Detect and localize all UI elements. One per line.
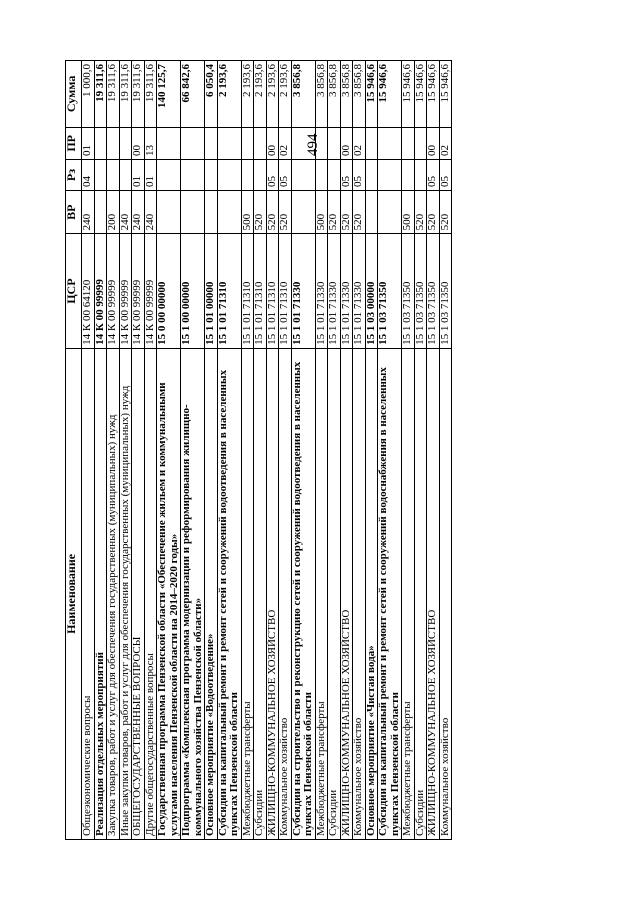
cell-rz <box>205 159 218 190</box>
cell-vr <box>365 191 378 234</box>
cell-sum: 15 946,6 <box>427 61 440 128</box>
cell-csr: 15 1 01 71330 <box>353 234 366 348</box>
cell-csr: 14 К 00 99999 <box>132 234 145 348</box>
cell-rz <box>328 159 341 190</box>
cell-name: Субсидии на капитальный ремонт и ремонт сетей и сооружений водоотведения в населенных пунктах Пензенской области <box>217 348 241 839</box>
cell-pr <box>241 127 254 159</box>
cell-pr <box>254 127 267 159</box>
table-row <box>378 61 402 840</box>
cell-pr <box>315 127 328 159</box>
header-vr: ВР <box>66 191 82 234</box>
cell-name: Субсидии <box>328 348 341 839</box>
cell-name: Иные закупки товаров, работ и услуг для обеспечения государственных (муниципальных) нужд <box>119 348 132 839</box>
cell-vr: 500 <box>315 191 328 234</box>
table-row <box>181 61 205 840</box>
table-row <box>365 61 378 840</box>
cell-sum: 3 856,8 <box>291 61 315 128</box>
cell-sum: 19 311,6 <box>94 61 107 128</box>
cell-name: Реализация отдельных мероприятий <box>94 348 107 839</box>
cell-name: Субсидии <box>414 348 427 839</box>
cell-name: Субсидии на строительство и реконструкцию сетей и сооружений водоотведения в населенных пунктах Пензенской области <box>291 348 315 839</box>
cell-sum: 6 050,4 <box>205 61 218 128</box>
cell-vr <box>291 191 315 234</box>
cell-sum: 3 856,8 <box>340 61 353 128</box>
cell-pr <box>328 127 341 159</box>
table-row <box>157 61 181 840</box>
cell-csr: 15 1 03 71350 <box>402 234 415 348</box>
cell-sum: 2 193,6 <box>279 61 292 128</box>
cell-rz <box>157 159 181 190</box>
cell-vr: 520 <box>266 191 279 234</box>
cell-rz <box>241 159 254 190</box>
cell-name: ЖИЛИЩНО-КОММУНАЛЬНОЕ ХОЗЯЙСТВО <box>427 348 440 839</box>
table-row <box>427 61 440 840</box>
cell-csr: 14 К 00 99999 <box>144 234 157 348</box>
cell-name: Государственная программа Пензенской области «Обеспечение жильем и коммунальными услугами населения Пензенской области на 2014–2020 годы» <box>157 348 181 839</box>
cell-vr <box>181 191 205 234</box>
cell-vr: 240 <box>82 191 95 234</box>
cell-rz: 05 <box>266 159 279 190</box>
cell-rz <box>291 159 315 190</box>
cell-sum: 19 311,6 <box>132 61 145 128</box>
cell-vr: 520 <box>279 191 292 234</box>
cell-name: Подпрограмма «Комплексная программа модернизации и реформирования жилищно-коммунального хозяйства Пензенской области» <box>181 348 205 839</box>
cell-rz: 01 <box>132 159 145 190</box>
cell-rz <box>315 159 328 190</box>
cell-name: ЖИЛИЩНО-КОММУНАЛЬНОЕ ХОЗЯЙСТВО <box>340 348 353 839</box>
cell-name: Субсидии <box>254 348 267 839</box>
cell-rz <box>414 159 427 190</box>
cell-name: Другие общегосударственные вопросы <box>144 348 157 839</box>
cell-csr: 15 1 03 00000 <box>365 234 378 348</box>
cell-pr: 02 <box>279 127 292 159</box>
cell-vr <box>205 191 218 234</box>
table-row <box>94 61 107 840</box>
cell-rz <box>107 159 120 190</box>
cell-pr <box>217 127 241 159</box>
cell-pr: 02 <box>439 127 452 159</box>
cell-sum: 3 856,8 <box>315 61 328 128</box>
cell-vr: 240 <box>144 191 157 234</box>
table-row <box>217 61 241 840</box>
cell-csr: 15 0 00 00000 <box>157 234 181 348</box>
cell-name: Межбюджетные трансферты <box>241 348 254 839</box>
cell-vr: 520 <box>427 191 440 234</box>
cell-sum: 19 311,6 <box>119 61 132 128</box>
table-row <box>439 61 452 840</box>
cell-csr: 15 1 01 71330 <box>340 234 353 348</box>
cell-rz: 05 <box>340 159 353 190</box>
cell-rz <box>378 159 402 190</box>
cell-vr: 240 <box>132 191 145 234</box>
cell-vr <box>157 191 181 234</box>
cell-csr: 15 1 01 71330 <box>328 234 341 348</box>
cell-pr <box>205 127 218 159</box>
cell-csr: 15 1 01 71310 <box>266 234 279 348</box>
cell-name: Субсидии на капитальный ремонт и ремонт сетей и сооружений водоснабжения в населенных пунктах Пензенской области <box>378 348 402 839</box>
cell-csr: 15 1 01 71330 <box>315 234 328 348</box>
cell-pr <box>157 127 181 159</box>
budget-table-container <box>65 60 608 840</box>
table-row <box>291 61 315 840</box>
cell-pr <box>94 127 107 159</box>
cell-pr <box>365 127 378 159</box>
header-name: Наименование <box>66 348 82 839</box>
table-row <box>82 61 95 840</box>
table-row <box>353 61 366 840</box>
cell-sum: 15 946,6 <box>402 61 415 128</box>
cell-csr: 14 К 00 99999 <box>119 234 132 348</box>
table-row <box>241 61 254 840</box>
cell-sum: 3 856,8 <box>328 61 341 128</box>
header-csr: ЦСР <box>66 234 82 348</box>
cell-csr: 15 1 03 71350 <box>378 234 402 348</box>
cell-sum: 66 842,6 <box>181 61 205 128</box>
cell-sum: 15 946,6 <box>365 61 378 128</box>
cell-name: Межбюджетные трансферты <box>315 348 328 839</box>
cell-csr: 14 К 00 99999 <box>107 234 120 348</box>
cell-vr: 500 <box>241 191 254 234</box>
cell-vr: 520 <box>340 191 353 234</box>
cell-name: Межбюджетные трансферты <box>402 348 415 839</box>
cell-rz <box>119 159 132 190</box>
cell-rz <box>217 159 241 190</box>
cell-name: Коммунальное хозяйство <box>353 348 366 839</box>
cell-sum: 2 193,6 <box>217 61 241 128</box>
cell-csr: 15 1 01 71310 <box>279 234 292 348</box>
cell-name: ЖИЛИЩНО-КОММУНАЛЬНОЕ ХОЗЯЙСТВО <box>266 348 279 839</box>
cell-pr <box>107 127 120 159</box>
table-body <box>82 61 452 840</box>
cell-vr: 520 <box>414 191 427 234</box>
cell-pr <box>402 127 415 159</box>
cell-name: Коммунальное хозяйство <box>279 348 292 839</box>
cell-sum: 15 946,6 <box>378 61 402 128</box>
cell-pr <box>414 127 427 159</box>
cell-csr: 14 К 00 64120 <box>82 234 95 348</box>
table-row <box>266 61 279 840</box>
cell-sum: 2 193,6 <box>241 61 254 128</box>
cell-pr: 13 <box>144 127 157 159</box>
table-row <box>254 61 267 840</box>
cell-rz <box>181 159 205 190</box>
cell-sum: 2 193,6 <box>266 61 279 128</box>
table-row <box>144 61 157 840</box>
cell-csr: 15 1 01 71310 <box>217 234 241 348</box>
cell-csr: 15 1 01 71330 <box>291 234 315 348</box>
cell-sum: 3 856,8 <box>353 61 366 128</box>
cell-csr: 15 1 01 71310 <box>241 234 254 348</box>
cell-pr: 00 <box>266 127 279 159</box>
cell-rz: 05 <box>279 159 292 190</box>
cell-vr: 520 <box>328 191 341 234</box>
table-row <box>107 61 120 840</box>
cell-rz: 05 <box>427 159 440 190</box>
budget-table <box>65 60 452 840</box>
table-row <box>132 61 145 840</box>
cell-vr: 520 <box>254 191 267 234</box>
table-header-row <box>66 61 82 840</box>
header-rz: Рз <box>66 159 82 190</box>
cell-pr <box>291 127 315 159</box>
cell-sum: 2 193,6 <box>254 61 267 128</box>
cell-rz <box>254 159 267 190</box>
table-row <box>414 61 427 840</box>
cell-vr <box>217 191 241 234</box>
cell-rz <box>94 159 107 190</box>
cell-pr: 00 <box>427 127 440 159</box>
cell-sum: 1 000,0 <box>82 61 95 128</box>
cell-vr <box>378 191 402 234</box>
cell-sum: 15 946,6 <box>439 61 452 128</box>
cell-csr: 15 1 00 00000 <box>181 234 205 348</box>
table-row <box>279 61 292 840</box>
table-row <box>315 61 328 840</box>
table-row <box>402 61 415 840</box>
table-row <box>205 61 218 840</box>
cell-name: Основное мероприятие «Водоотведение» <box>205 348 218 839</box>
cell-pr: 01 <box>82 127 95 159</box>
cell-rz <box>365 159 378 190</box>
cell-name: ОБЩЕГОСУДАРСТВЕННЫЕ ВОПРОСЫ <box>132 348 145 839</box>
cell-csr: 15 1 01 00000 <box>205 234 218 348</box>
table-row <box>340 61 353 840</box>
cell-pr <box>181 127 205 159</box>
cell-rz: 01 <box>144 159 157 190</box>
table-row <box>328 61 341 840</box>
cell-csr: 15 1 03 71350 <box>439 234 452 348</box>
cell-csr: 15 1 03 71350 <box>427 234 440 348</box>
cell-csr: 15 1 03 71350 <box>414 234 427 348</box>
cell-sum: 15 946,6 <box>414 61 427 128</box>
cell-rz: 05 <box>353 159 366 190</box>
cell-vr: 520 <box>439 191 452 234</box>
cell-pr: 00 <box>132 127 145 159</box>
cell-sum: 19 311,6 <box>144 61 157 128</box>
cell-rz: 04 <box>82 159 95 190</box>
cell-vr: 200 <box>107 191 120 234</box>
cell-rz: 05 <box>439 159 452 190</box>
cell-name: Коммунальное хозяйство <box>439 348 452 839</box>
cell-pr <box>119 127 132 159</box>
cell-sum: 19 311,6 <box>107 61 120 128</box>
cell-sum: 140 125,7 <box>157 61 181 128</box>
cell-name: Общеэкономические вопросы <box>82 348 95 839</box>
cell-rz <box>402 159 415 190</box>
cell-name: Закупка товаров, работ и услуг для обеспечения государственных (муниципальных) нужд <box>107 348 120 839</box>
header-sum: Сумма <box>66 61 82 128</box>
cell-pr <box>378 127 402 159</box>
cell-name: Основное мероприятие «Чистая вода» <box>365 348 378 839</box>
cell-csr: 15 1 01 71310 <box>254 234 267 348</box>
cell-vr: 240 <box>119 191 132 234</box>
table-row <box>119 61 132 840</box>
header-pr: ПР <box>66 127 82 159</box>
cell-pr: 00 <box>340 127 353 159</box>
cell-vr <box>94 191 107 234</box>
cell-vr: 520 <box>353 191 366 234</box>
page-number: 494 <box>305 133 321 156</box>
cell-pr: 02 <box>353 127 366 159</box>
cell-csr: 14 К 00 99999 <box>94 234 107 348</box>
cell-vr: 500 <box>402 191 415 234</box>
